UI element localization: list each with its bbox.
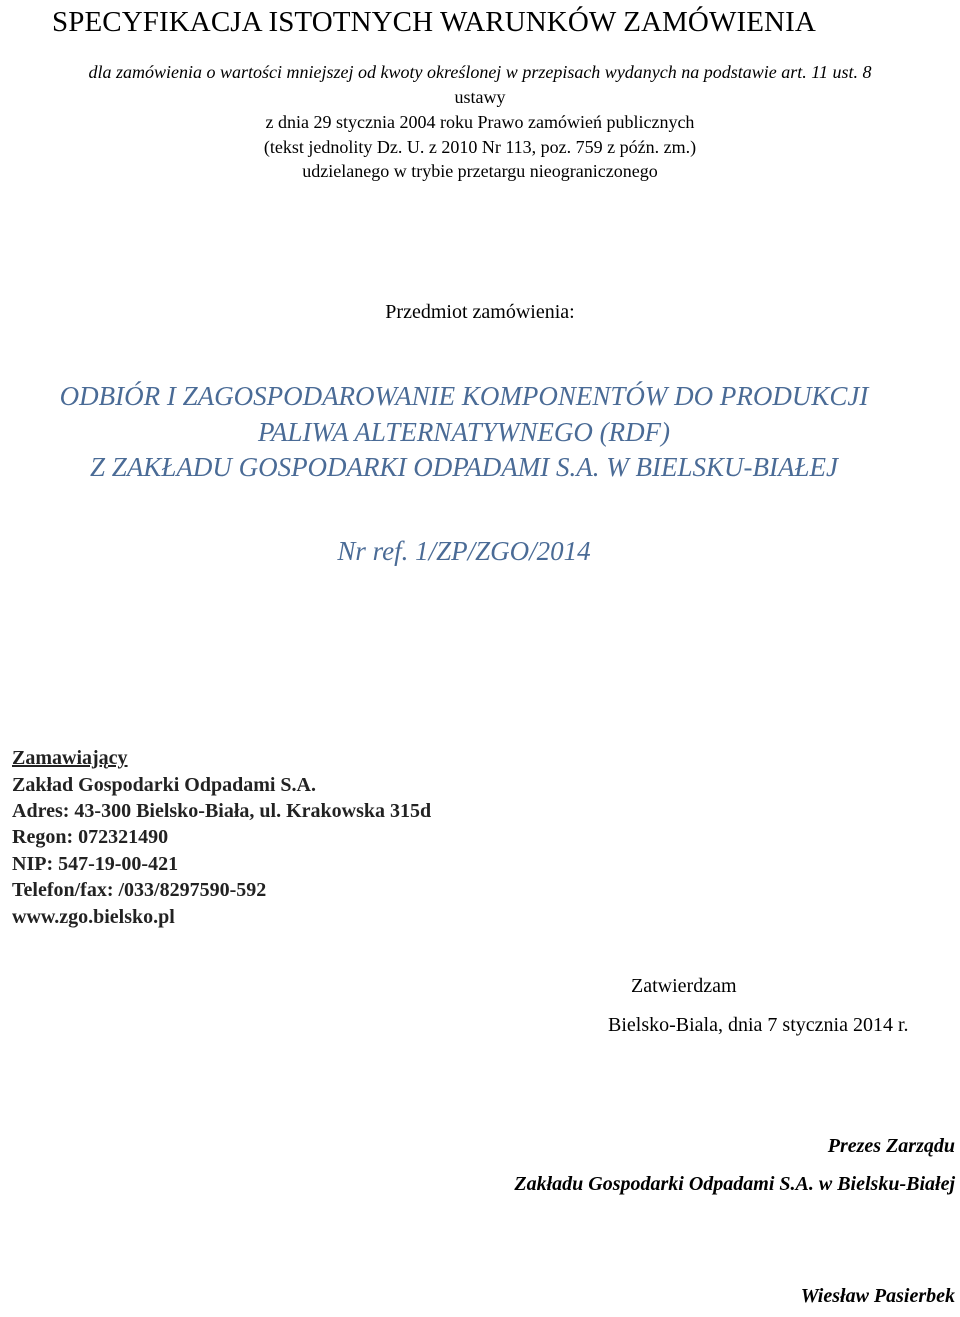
signatory-name: Wiesław Pasierbek — [800, 1285, 955, 1307]
document-title: SPECYFIKACJA ISTOTNYCH WARUNKÓW ZAMÓWIENIA — [52, 6, 816, 38]
buyer-heading: Zamawiający — [12, 747, 128, 769]
legal-basis-line-3: z dnia 29 stycznia 2004 roku Prawo zamówień publicznych — [265, 112, 695, 132]
place-and-date: Bielsko-Biala, dnia 7 stycznia 2014 r. — [608, 1014, 909, 1036]
approval-label: Zatwierdzam — [631, 975, 737, 997]
buyer-regon: Regon: 072321490 — [12, 826, 169, 848]
subject-line-1: ODBIÓR I ZAGOSPODAROWANIE KOMPONENTÓW DO PRODUKCJI — [59, 381, 869, 411]
legal-basis-line-2: ustawy — [454, 87, 506, 107]
signatory-organization: Zakładu Gospodarki Odpadami S.A. w Bielsku-Białej — [514, 1173, 955, 1195]
legal-basis-line-1: dla zamówienia o wartości mniejszej od kwoty określonej w przepisach wydanych na podstawie art. 11 ust. 8 — [88, 62, 872, 82]
procedure-type-line: udzielanego w trybie przetargu nieograniczonego — [302, 161, 658, 181]
legal-basis-line-4: (tekst jednolity Dz. U. z 2010 Nr 113, poz. 759 z późn. zm.) — [263, 137, 697, 157]
buyer-website: www.zgo.bielsko.pl — [12, 906, 175, 928]
signatory-role: Prezes Zarządu — [827, 1135, 955, 1157]
reference-number: Nr ref. 1/ZP/ZGO/2014 — [337, 536, 591, 566]
buyer-address: Adres: 43-300 Bielsko-Biała, ul. Krakowska 315d — [12, 800, 432, 822]
buyer-phone-fax: Telefon/fax: /033/8297590-592 — [12, 879, 267, 901]
subject-line-3: Z ZAKŁADU GOSPODARKI ODPADAMI S.A. W BIELSKU-BIAŁEJ — [90, 452, 838, 482]
buyer-name: Zakład Gospodarki Odpadami S.A. — [12, 774, 316, 796]
subject-label: Przedmiot zamówienia: — [385, 301, 575, 323]
buyer-nip: NIP: 547-19-00-421 — [12, 853, 179, 875]
subject-line-2: PALIWA ALTERNATYWNEGO (RDF) — [257, 417, 671, 447]
